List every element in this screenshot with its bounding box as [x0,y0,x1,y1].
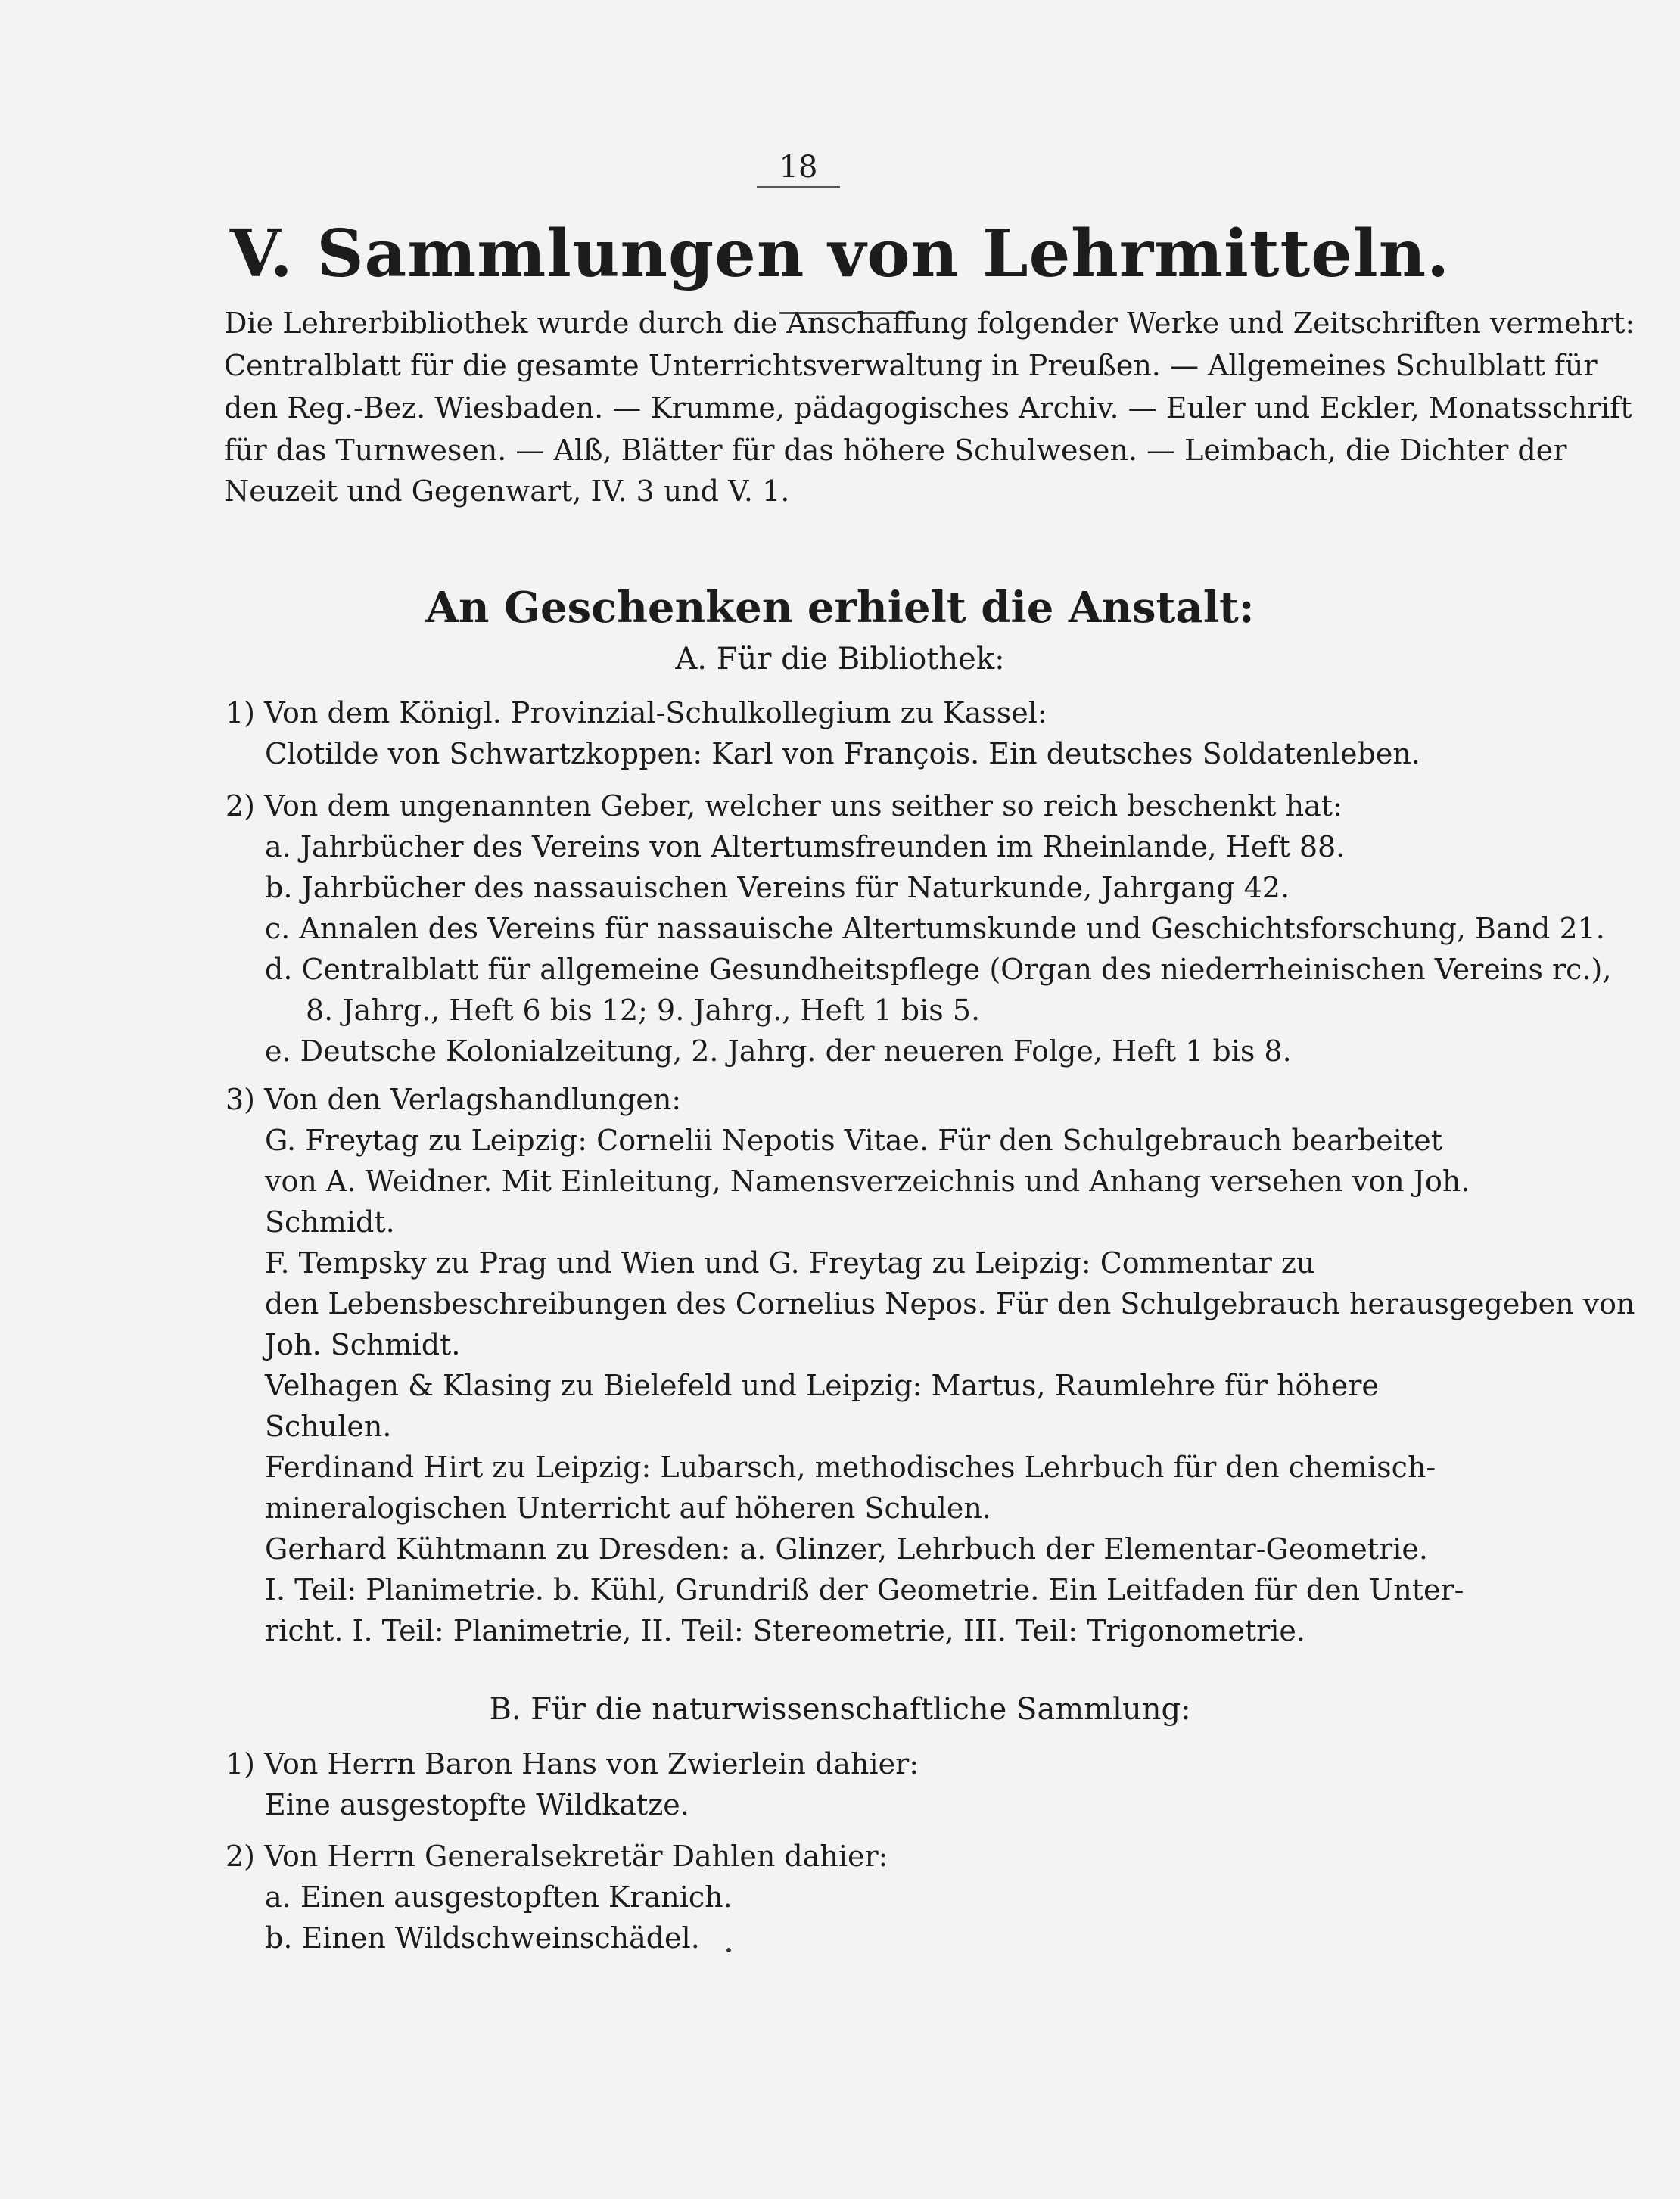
list-item: Ferdinand Hirt zu Leipzig: Lubarsch, methodisches Lehrbuch für den chemisch- [265,1451,1436,1484]
list-item: richt. I. Teil: Planimetrie, II. Teil: Stereometrie, III. Teil: Trigonometrie. [265,1614,1305,1647]
list-item: 2) Von dem ungenannten Geber, welcher uns seither so reich beschenkt hat: [226,789,1342,823]
gifts-heading: An Geschenken erhielt die Anstalt: [425,583,1255,633]
list-item: 3) Von den Verlagshandlungen: [226,1083,682,1116]
list-item: b. Einen Wildschweinschädel. [265,1921,700,1955]
list-item: von A. Weidner. Mit Einleitung, Namensverzeichnis und Anhang versehen von Joh. [265,1165,1470,1198]
list-item: G. Freytag zu Leipzig: Cornelii Nepotis Vitae. Für den Schulgebrauch bearbeitet [265,1124,1442,1157]
list-item: 1) Von Herrn Baron Hans von Zwierlein dahier: [226,1747,919,1781]
list-item: Joh. Schmidt. [265,1328,461,1361]
list-item: 1) Von dem Königl. Provinzial-Schulkollegium zu Kassel: [226,696,1047,729]
list-item: 8. Jahrg., Heft 6 bis 12; 9. Jahrg., Heft 1 bis 5. [306,994,981,1027]
list-item: Gerhard Kühtmann zu Dresden: a. Glinzer, Lehrbuch der Elementar-Geometrie. [265,1532,1428,1566]
list-item: Velhagen & Klasing zu Bielefeld und Leipzig: Martus, Raumlehre für höhere [265,1369,1379,1402]
list-item: a. Einen ausgestopften Kranich. [265,1880,733,1914]
list-item: Schmidt. [265,1205,395,1239]
list-item: Schulen. [265,1410,392,1443]
ink-dot [726,1948,731,1952]
list-item: den Lebensbeschreibungen des Cornelius Nepos. Für den Schulgebrauch herausgegeben von [265,1287,1635,1320]
list-item: Eine ausgestopfte Wildkatze. [265,1788,689,1821]
page-title: V. Sammlungen von Lehrmitteln. [229,216,1451,292]
list-item: b. Jahrbücher des nassauischen Vereins für Naturkunde, Jahrgang 42. [265,871,1290,904]
list-item: c. Annalen des Vereins für nassauische Altertumskunde und Geschichtsforschung, Band 21. [265,912,1605,945]
list-item: e. Deutsche Kolonialzeitung, 2. Jahrg. der neueren Folge, Heft 1 bis 8. [265,1034,1292,1068]
intro-line: Die Lehrerbibliothek wurde durch die Anschaffung folgender Werke und Zeitschriften vermehrt: [224,306,1635,340]
intro-line: Neuzeit und Gegenwart, IV. 3 und V. 1. [224,474,790,508]
list-item: F. Tempsky zu Prag und Wien und G. Freytag zu Leipzig: Commentar zu [265,1246,1315,1280]
list-item: d. Centralblatt für allgemeine Gesundheitspflege (Organ des niederrheinischen Vereins rc.), [265,953,1612,986]
intro-line: für das Turnwesen. — Alß, Blätter für das höhere Schulwesen. — Leimbach, die Dichter der [224,434,1567,467]
page-number-rule [757,186,840,188]
list-item: I. Teil: Planimetrie. b. Kühl, Grundriß der Geometrie. Ein Leitfaden für den Unter- [265,1573,1464,1606]
intro-line: Centralblatt für die gesamte Unterrichtsverwaltung in Preußen. — Allgemeines Schulblatt für [224,349,1598,382]
section-b-title: B. Für die naturwissenschaftliche Sammlung: [489,1692,1191,1727]
list-item: a. Jahrbücher des Vereins von Altertumsfreunden im Rheinlande, Heft 88. [265,830,1346,863]
list-item: 2) Von Herrn Generalsekretär Dahlen dahier: [226,1840,888,1873]
page-number: 18 [779,150,818,185]
intro-line: den Reg.-Bez. Wiesbaden. — Krumme, pädagogisches Archiv. — Euler und Eckler, Monatsschrift [224,391,1632,425]
list-item: mineralogischen Unterricht auf höheren Schulen. [265,1491,991,1525]
list-item: Clotilde von Schwartzkoppen: Karl von François. Ein deutsches Soldatenleben. [265,737,1420,770]
section-a-title: A. Für die Bibliothek: [675,642,1005,676]
